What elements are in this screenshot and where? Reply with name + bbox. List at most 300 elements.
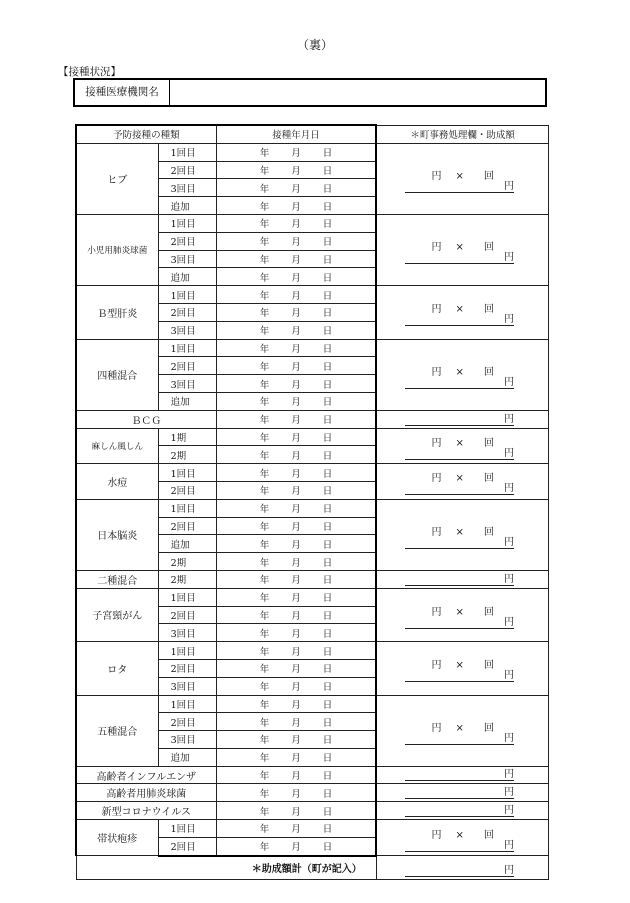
month-label: 月 — [291, 593, 301, 605]
rate-times: × — [455, 526, 464, 538]
year-label: 年 — [259, 646, 270, 658]
date-field[interactable] — [216, 339, 376, 357]
subsidy-cell[interactable] — [376, 588, 548, 641]
yen-label: 円 — [504, 616, 514, 628]
yen-label: 円 — [504, 787, 514, 799]
rate-line — [377, 656, 548, 671]
day-label: 日 — [322, 397, 333, 409]
dose-label: 2期 — [158, 570, 216, 588]
total-label: ＊助成額計（町が記入） — [76, 856, 376, 880]
date-field[interactable] — [216, 802, 376, 820]
rate-line — [377, 469, 548, 484]
year-label: 年 — [259, 593, 270, 605]
rate-yen: 円 — [431, 473, 442, 485]
day-label: 日 — [322, 504, 333, 516]
institution-box — [73, 78, 547, 107]
vaccine-name: 水痘 — [76, 464, 158, 500]
date-field[interactable] — [216, 410, 376, 428]
subsidy-cell[interactable] — [376, 286, 548, 339]
date-field[interactable] — [216, 321, 376, 339]
date-field[interactable] — [216, 375, 376, 393]
month-label: 月 — [291, 343, 301, 355]
day-label: 日 — [322, 575, 333, 587]
subsidy-cell[interactable] — [376, 339, 548, 410]
vaccine-name: 帯状疱疹 — [76, 820, 158, 856]
year-label: 年 — [259, 183, 270, 195]
dose-label: 3回目 — [158, 179, 216, 197]
table-row — [76, 286, 549, 304]
dose-label: 3回目 — [158, 731, 216, 749]
year-label: 年 — [259, 201, 270, 213]
year-label: 年 — [259, 575, 270, 587]
subsidy-cell[interactable] — [376, 784, 548, 802]
day-label: 日 — [322, 593, 333, 605]
date-field[interactable] — [216, 677, 376, 695]
day-label: 日 — [322, 343, 333, 355]
rate-count: 回 — [483, 366, 494, 378]
dose-label: 1期 — [158, 428, 216, 446]
rate-times: × — [455, 829, 464, 841]
month-label: 月 — [291, 628, 301, 640]
subsidy-cell[interactable] — [376, 214, 548, 285]
year-label: 年 — [259, 290, 270, 302]
subsidy-amount-line — [405, 733, 514, 745]
page-title: （裏） — [296, 38, 333, 52]
rate-times: × — [455, 660, 464, 672]
year-label: 年 — [259, 664, 270, 676]
date-field[interactable] — [216, 428, 376, 446]
table-row — [76, 695, 549, 713]
month-label: 月 — [291, 717, 301, 729]
yen-label: 円 — [504, 670, 514, 682]
day-label: 日 — [322, 308, 333, 320]
rate-yen: 円 — [431, 437, 442, 449]
date-field[interactable] — [216, 214, 376, 232]
yen-label: 円 — [504, 573, 514, 585]
month-label: 月 — [291, 165, 301, 177]
header-office-use: ＊町事務処理欄・助成額 — [376, 125, 548, 143]
month-label: 月 — [291, 557, 301, 569]
date-field[interactable] — [216, 161, 376, 179]
day-label: 日 — [322, 753, 333, 765]
date-field[interactable] — [216, 553, 376, 571]
dose-label: 1回目 — [158, 214, 216, 232]
date-field[interactable] — [216, 179, 376, 197]
date-field[interactable] — [216, 303, 376, 321]
subsidy-amount-line — [405, 670, 514, 682]
day-label: 日 — [322, 450, 333, 462]
rate-line — [377, 167, 548, 182]
year-label: 年 — [259, 432, 270, 444]
table-row — [76, 428, 549, 446]
day-label: 日 — [322, 326, 333, 338]
institution-label: 接種医療機関名 — [75, 80, 170, 105]
subsidy-cell[interactable] — [376, 499, 548, 570]
rate-yen: 円 — [431, 242, 442, 254]
month-label: 月 — [291, 468, 301, 480]
date-field[interactable] — [216, 784, 376, 802]
year-label: 年 — [259, 753, 270, 765]
day-label: 日 — [322, 165, 333, 177]
table-row — [76, 588, 549, 606]
vaccination-table — [75, 124, 549, 880]
year-label: 年 — [259, 272, 270, 284]
month-label: 月 — [291, 504, 301, 516]
year-label: 年 — [259, 361, 270, 373]
yen-label: 円 — [504, 376, 514, 388]
dose-label: 2期 — [158, 553, 216, 571]
month-label: 月 — [291, 788, 301, 800]
month-label: 月 — [291, 272, 301, 284]
rate-times: × — [455, 606, 464, 618]
month-label: 月 — [291, 664, 301, 676]
dose-label: 2回目 — [158, 303, 216, 321]
vaccine-name: 麻しん風しん — [76, 428, 158, 464]
dose-label: 2回目 — [158, 606, 216, 624]
day-label: 日 — [322, 646, 333, 658]
date-field[interactable] — [216, 713, 376, 731]
subsidy-amount-line — [405, 865, 514, 877]
subsidy-amount-line — [405, 574, 514, 586]
date-field[interactable] — [216, 695, 376, 713]
day-label: 日 — [322, 842, 333, 854]
dose-label: 1回目 — [158, 588, 216, 606]
month-label: 月 — [291, 646, 301, 658]
month-label: 月 — [291, 771, 301, 783]
yen-label: 円 — [504, 447, 514, 459]
year-label: 年 — [259, 165, 270, 177]
rate-line — [377, 719, 548, 734]
day-label: 日 — [322, 290, 333, 302]
year-label: 年 — [259, 717, 270, 729]
yen-label: 円 — [504, 180, 514, 192]
dose-label: 2回目 — [158, 517, 216, 535]
date-field[interactable] — [216, 820, 376, 838]
yen-label: 円 — [504, 252, 514, 264]
dose-label: 2期 — [158, 446, 216, 464]
month-label: 月 — [291, 610, 301, 622]
subsidy-amount-line — [405, 617, 514, 629]
rate-line — [377, 238, 548, 253]
date-field[interactable] — [216, 570, 376, 588]
vaccine-name: 新型コロナウイルス — [76, 802, 216, 820]
vaccine-name: ＢＣＧ — [76, 410, 216, 428]
day-label: 日 — [322, 468, 333, 480]
day-label: 日 — [322, 682, 333, 694]
month-label: 月 — [291, 824, 301, 836]
subsidy-amount-line — [405, 314, 514, 326]
year-label: 年 — [259, 771, 270, 783]
header-date: 接種年月日 — [216, 125, 376, 143]
dose-label: 追加 — [158, 197, 216, 215]
year-label: 年 — [259, 148, 270, 160]
year-label: 年 — [259, 788, 270, 800]
yen-label: 円 — [504, 805, 514, 817]
table-row — [76, 820, 549, 838]
month-label: 月 — [291, 735, 301, 747]
subsidy-cell[interactable] — [376, 642, 548, 695]
month-label: 月 — [291, 201, 301, 213]
yen-label: 円 — [504, 864, 514, 876]
table-row — [76, 339, 549, 357]
section-label: 【接種状況】 — [58, 66, 121, 78]
month-label: 月 — [291, 290, 301, 302]
dose-label: 追加 — [158, 535, 216, 553]
date-field[interactable] — [216, 766, 376, 784]
rate-times: × — [455, 170, 464, 182]
dose-label: 3回目 — [158, 375, 216, 393]
day-label: 日 — [322, 628, 333, 640]
dose-label: 追加 — [158, 268, 216, 286]
vaccine-name: 子宮頸がん — [76, 588, 158, 641]
day-label: 日 — [322, 610, 333, 622]
vaccine-name: ロタ — [76, 642, 158, 695]
month-label: 月 — [291, 699, 301, 711]
year-label: 年 — [259, 415, 270, 427]
day-label: 日 — [322, 272, 333, 284]
date-field[interactable] — [216, 481, 376, 499]
day-label: 日 — [322, 539, 333, 551]
rate-times: × — [455, 722, 464, 734]
dose-label: 1回目 — [158, 820, 216, 838]
yen-label: 円 — [504, 536, 514, 548]
date-field[interactable] — [216, 357, 376, 375]
year-label: 年 — [259, 486, 270, 498]
date-field[interactable] — [216, 499, 376, 517]
vaccine-name: 高齢者用肺炎球菌 — [76, 784, 216, 802]
rate-yen: 円 — [431, 526, 442, 538]
table-row — [76, 766, 549, 784]
month-label: 月 — [291, 183, 301, 195]
vaccine-name: ヒブ — [76, 143, 158, 214]
year-label: 年 — [259, 806, 270, 818]
table-row — [76, 143, 549, 161]
subsidy-cell[interactable] — [376, 856, 548, 880]
month-label: 月 — [291, 521, 301, 533]
date-field[interactable] — [216, 392, 376, 410]
rate-times: × — [455, 437, 464, 449]
subsidy-cell[interactable] — [376, 820, 548, 856]
day-label: 日 — [322, 557, 333, 569]
date-field[interactable] — [216, 624, 376, 642]
month-label: 月 — [291, 450, 301, 462]
vaccine-name: 四種混合 — [76, 339, 158, 410]
subsidy-amount-line — [405, 448, 514, 460]
subsidy-cell[interactable] — [376, 802, 548, 820]
date-field[interactable] — [216, 197, 376, 215]
date-field[interactable] — [216, 143, 376, 161]
dose-label: 追加 — [158, 392, 216, 410]
subsidy-cell[interactable] — [376, 143, 548, 214]
dose-label: 1回目 — [158, 695, 216, 713]
subsidy-amount-line — [405, 414, 514, 426]
rate-yen: 円 — [431, 304, 442, 316]
month-label: 月 — [291, 397, 301, 409]
dose-label: 2回目 — [158, 659, 216, 677]
month-label: 月 — [291, 575, 301, 587]
year-label: 年 — [259, 504, 270, 516]
day-label: 日 — [322, 254, 333, 266]
subsidy-cell[interactable] — [376, 570, 548, 588]
month-label: 月 — [291, 753, 301, 765]
date-field[interactable] — [216, 642, 376, 660]
year-label: 年 — [259, 610, 270, 622]
day-label: 日 — [322, 148, 333, 160]
rate-yen: 円 — [431, 366, 442, 378]
subsidy-cell[interactable] — [376, 695, 548, 766]
dose-label: 1回目 — [158, 143, 216, 161]
rate-line — [377, 434, 548, 449]
dose-label: 追加 — [158, 748, 216, 766]
rate-count: 回 — [483, 304, 494, 316]
rate-count: 回 — [483, 526, 494, 538]
dose-label: 1回目 — [158, 286, 216, 304]
date-field[interactable] — [216, 659, 376, 677]
institution-name-field[interactable] — [170, 80, 545, 105]
rate-count: 回 — [483, 606, 494, 618]
subsidy-cell[interactable] — [376, 766, 548, 784]
year-label: 年 — [259, 379, 270, 391]
dose-label: 2回目 — [158, 713, 216, 731]
year-label: 年 — [259, 343, 270, 355]
month-label: 月 — [291, 415, 301, 427]
table-row — [76, 464, 549, 482]
year-label: 年 — [259, 308, 270, 320]
subsidy-cell[interactable] — [376, 428, 548, 464]
date-field[interactable] — [216, 286, 376, 304]
year-label: 年 — [259, 539, 270, 551]
table-row — [76, 499, 549, 517]
rate-times: × — [455, 304, 464, 316]
year-label: 年 — [259, 450, 270, 462]
dose-label: 3回目 — [158, 250, 216, 268]
month-label: 月 — [291, 539, 301, 551]
rate-line — [377, 826, 548, 841]
day-label: 日 — [322, 824, 333, 836]
yen-label: 円 — [504, 483, 514, 495]
subsidy-amount-line — [405, 805, 514, 817]
year-label: 年 — [259, 824, 270, 836]
subsidy-cell[interactable] — [376, 410, 548, 428]
year-label: 年 — [259, 682, 270, 694]
rate-line — [377, 300, 548, 315]
dose-label: 3回目 — [158, 624, 216, 642]
table-row — [76, 802, 549, 820]
rate-count: 回 — [483, 170, 494, 182]
rate-times: × — [455, 242, 464, 254]
month-label: 月 — [291, 432, 301, 444]
day-label: 日 — [322, 486, 333, 498]
month-label: 月 — [291, 486, 301, 498]
date-field[interactable] — [216, 535, 376, 553]
year-label: 年 — [259, 557, 270, 569]
day-label: 日 — [322, 788, 333, 800]
rate-count: 回 — [483, 829, 494, 841]
rate-times: × — [455, 366, 464, 378]
rate-yen: 円 — [431, 660, 442, 672]
date-field[interactable] — [216, 232, 376, 250]
day-label: 日 — [322, 699, 333, 711]
rate-count: 回 — [483, 473, 494, 485]
date-field[interactable] — [216, 517, 376, 535]
year-label: 年 — [259, 254, 270, 266]
date-field[interactable] — [216, 748, 376, 766]
day-label: 日 — [322, 432, 333, 444]
subsidy-amount-line — [405, 483, 514, 495]
rate-yen: 円 — [431, 170, 442, 182]
date-field[interactable] — [216, 588, 376, 606]
rate-line — [377, 523, 548, 538]
date-field[interactable] — [216, 606, 376, 624]
dose-label: 2回目 — [158, 161, 216, 179]
year-label: 年 — [259, 628, 270, 640]
month-label: 月 — [291, 219, 301, 231]
day-label: 日 — [322, 735, 333, 747]
rate-count: 回 — [483, 242, 494, 254]
rate-line — [377, 363, 548, 378]
subsidy-amount-line — [405, 537, 514, 549]
day-label: 日 — [322, 237, 333, 249]
rate-count: 回 — [483, 660, 494, 672]
yen-label: 円 — [504, 732, 514, 744]
month-label: 月 — [291, 237, 301, 249]
vaccine-name: 日本脳炎 — [76, 499, 158, 570]
subsidy-amount-line — [405, 181, 514, 193]
rate-times: × — [455, 473, 464, 485]
year-label: 年 — [259, 842, 270, 854]
vaccine-name: 二種混合 — [76, 570, 158, 588]
day-label: 日 — [322, 717, 333, 729]
yen-label: 円 — [504, 839, 514, 851]
yen-label: 円 — [504, 314, 514, 326]
year-label: 年 — [259, 521, 270, 533]
date-field[interactable] — [216, 268, 376, 286]
rate-line — [377, 603, 548, 618]
month-label: 月 — [291, 379, 301, 391]
subsidy-amount-line — [405, 840, 514, 852]
subsidy-cell[interactable] — [376, 464, 548, 500]
day-label: 日 — [322, 415, 333, 427]
table-row — [76, 410, 549, 428]
yen-label: 円 — [504, 769, 514, 781]
table-row — [76, 784, 549, 802]
vaccine-name: Ｂ型肝炎 — [76, 286, 158, 339]
date-field[interactable] — [216, 464, 376, 482]
rate-yen: 円 — [431, 722, 442, 734]
dose-label: 2回目 — [158, 837, 216, 855]
dose-label: 2回目 — [158, 481, 216, 499]
year-label: 年 — [259, 237, 270, 249]
date-field[interactable] — [216, 446, 376, 464]
month-label: 月 — [291, 254, 301, 266]
date-field[interactable] — [216, 731, 376, 749]
year-label: 年 — [259, 699, 270, 711]
dose-label: 1回目 — [158, 499, 216, 517]
day-label: 日 — [322, 183, 333, 195]
date-field[interactable] — [216, 250, 376, 268]
month-label: 月 — [291, 806, 301, 818]
dose-label: 1回目 — [158, 642, 216, 660]
day-label: 日 — [322, 806, 333, 818]
day-label: 日 — [322, 219, 333, 231]
date-field[interactable] — [216, 837, 376, 855]
vaccine-name: 高齢者インフルエンザ — [76, 766, 216, 784]
year-label: 年 — [259, 326, 270, 338]
day-label: 日 — [322, 201, 333, 213]
year-label: 年 — [259, 468, 270, 480]
total-row — [76, 856, 549, 880]
month-label: 月 — [291, 842, 301, 854]
